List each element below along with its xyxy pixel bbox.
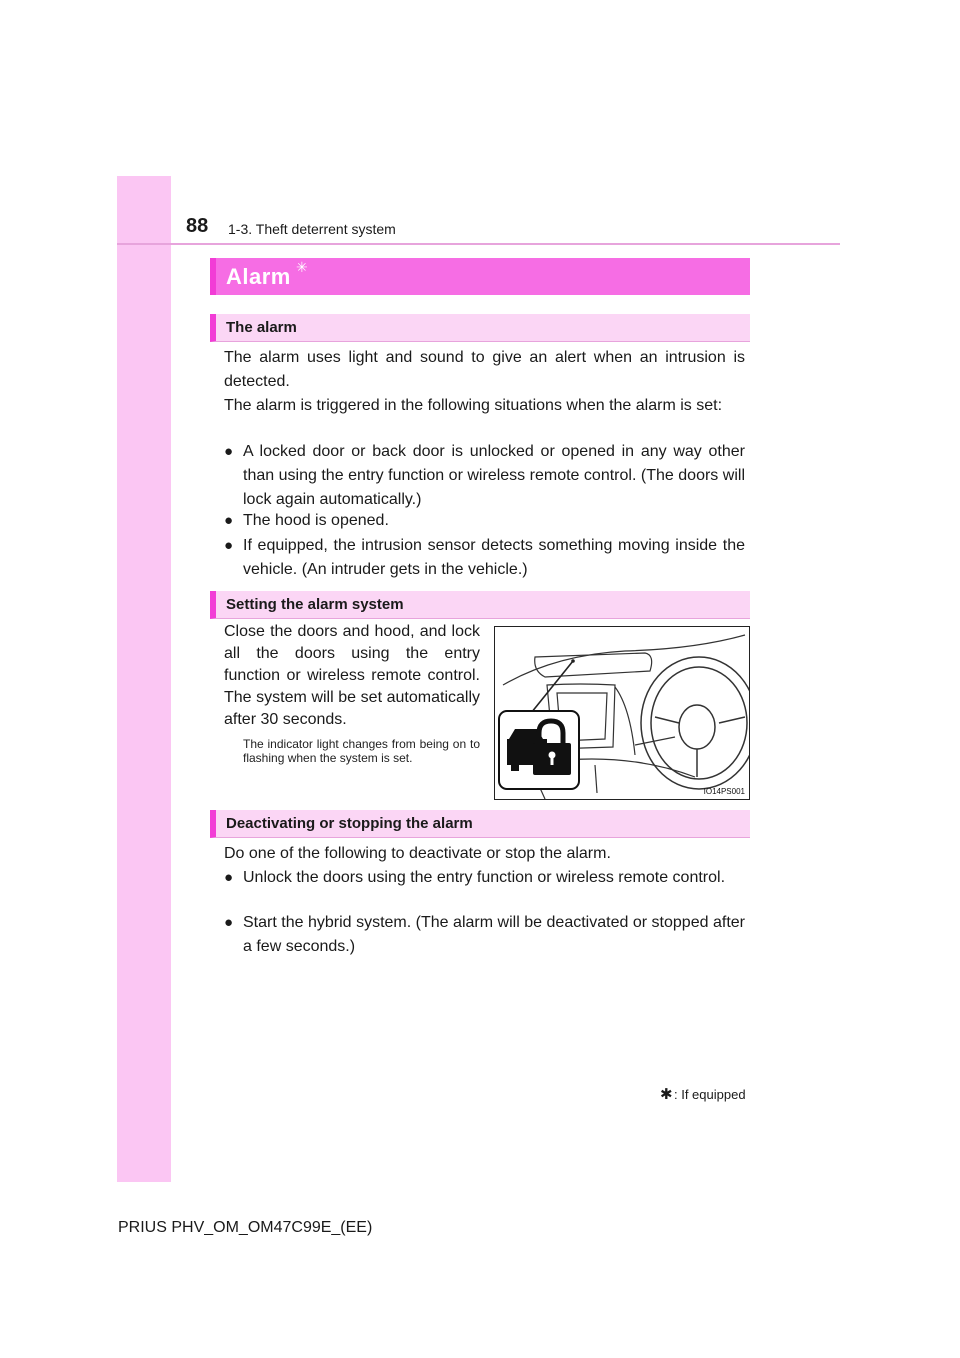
heading-the-alarm: The alarm	[226, 319, 297, 336]
setting-note: The indicator light changes from being on to flashing when the system is set.	[243, 737, 480, 765]
trigger-item-hood: The hood is opened.	[243, 512, 389, 529]
side-margin-strip	[117, 176, 171, 1182]
bullet-dot: ●	[224, 443, 234, 460]
heading-deactivating-bar	[210, 810, 750, 838]
document-code: PRIUS PHV_OM_OM47C99E_(EE)	[118, 1219, 373, 1236]
dashboard-drawing	[495, 627, 749, 799]
setting-instructions: Close the doors and hood, and lock all the doors using the entry function or wireless remote control. The system will be set automatically after 30 seconds.	[224, 623, 480, 728]
deactivate-item-unlock: Unlock the doors using the entry function or wireless remote control.	[243, 869, 726, 886]
bullet-dot: ●	[224, 869, 234, 886]
lock-indicator-icon	[499, 711, 579, 789]
heading-deactivating: Deactivating or stopping the alarm	[226, 815, 473, 832]
page-title: Alarm	[226, 264, 291, 289]
page-number: 88	[186, 215, 209, 237]
section-title: 1-3. Theft deterrent system	[228, 221, 396, 237]
bullet-dot: ●	[224, 914, 234, 931]
main-title-bar	[210, 258, 750, 295]
deactivating-intro: Do one of the following to deactivate or stop the alarm.	[224, 845, 611, 862]
heading-setting: Setting the alarm system	[226, 596, 404, 613]
bullet-dot: ●	[224, 537, 234, 554]
alarm-intro: The alarm uses light and sound to give an alert when an intrusion is detected.	[224, 349, 745, 390]
bullet-dot: ●	[224, 512, 234, 529]
heading-the-alarm-bar	[210, 314, 750, 342]
asterisk-icon: ✱	[660, 1086, 673, 1103]
alarm-trigger-intro: The alarm is triggered in the following situations when the alarm is set:	[224, 397, 723, 414]
trigger-item-door: A locked door or back door is unlocked or opened in any way other than using the entry function or wireless remote control. (The doors will lock again automatically.)	[243, 443, 745, 508]
figure-code: IO14PS001	[703, 787, 745, 796]
heading-setting-bar	[210, 591, 750, 619]
footnote-text: : If equipped	[674, 1087, 746, 1102]
if-equipped-mark: ✳	[296, 259, 308, 275]
dashboard-illustration	[494, 626, 750, 800]
header-rule	[117, 243, 840, 245]
deactivate-item-start-hybrid: Start the hybrid system. (The alarm will be deactivated or stopped after a few seconds.)	[243, 914, 745, 955]
trigger-item-intrusion-sensor: If equipped, the intrusion sensor detects something moving inside the vehicle. (An intruder gets in the vehicle.)	[243, 537, 745, 578]
steering-wheel	[641, 657, 749, 789]
